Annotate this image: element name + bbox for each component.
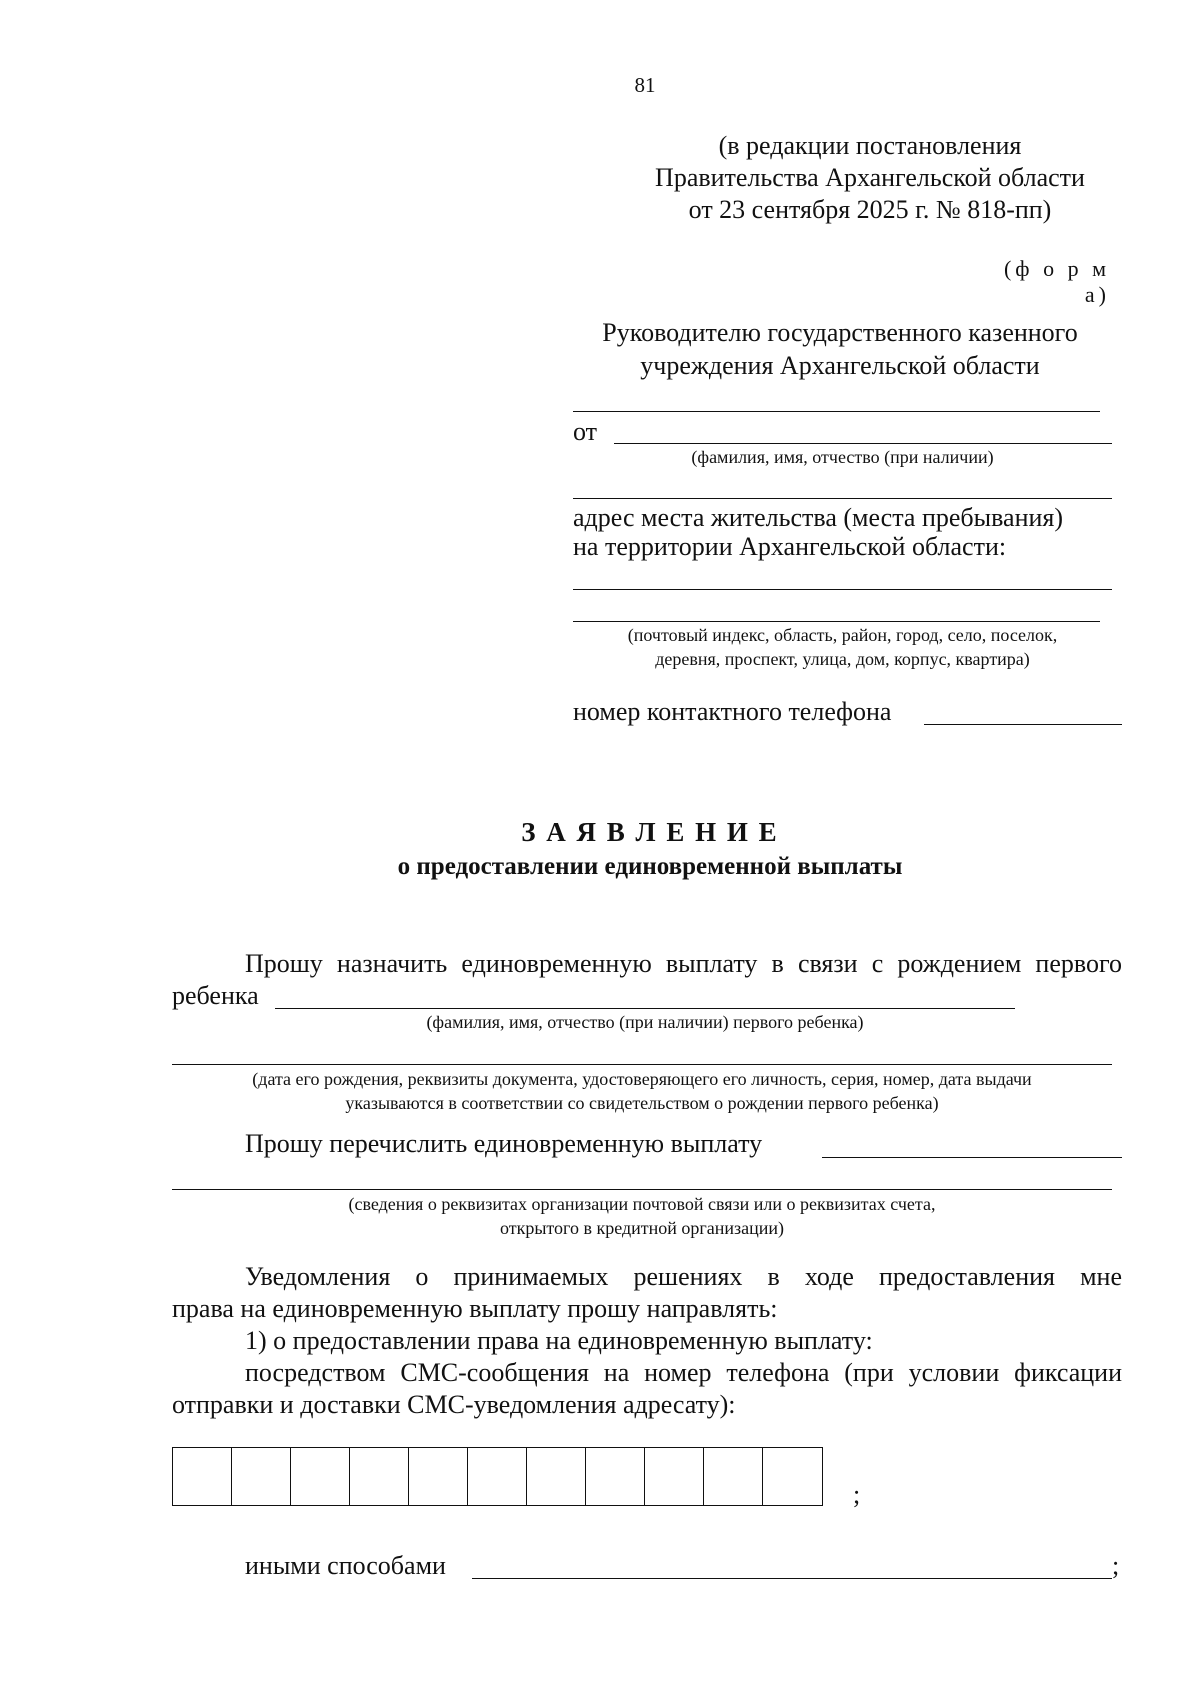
transfer-hint-line: открытого в кредитной организации) xyxy=(499,1218,785,1238)
child-details-field[interactable] xyxy=(172,1064,1112,1065)
other-ways-end: ; xyxy=(1112,1551,1120,1580)
form-label: (ф о р м а) xyxy=(1003,256,1110,307)
phone-digit-cell[interactable] xyxy=(232,1448,291,1505)
document-subtitle: о предоставлении единовременной выплаты xyxy=(397,853,903,880)
child-name-hint: (фамилия, имя, отчество (при наличии) первого ребенка) xyxy=(426,1012,864,1032)
addressee-blank-line[interactable] xyxy=(573,411,1100,412)
request-line-1: Прошу назначить единовременную выплату в связи с рождением первого xyxy=(245,949,1122,978)
request-line-2-prefix: ребенка xyxy=(172,981,259,1010)
addressee-block xyxy=(560,316,1120,382)
revision-note xyxy=(630,130,1110,226)
transfer-field-1[interactable] xyxy=(822,1157,1122,1158)
address-label-line: на территории Архангельской области: xyxy=(573,532,1007,561)
revision-note-line: (в редакции постановления xyxy=(718,131,1022,160)
applicant-name-extra-field[interactable] xyxy=(573,498,1112,499)
phone-digit-cell[interactable] xyxy=(173,1448,232,1505)
phone-grid-semicolon: ; xyxy=(853,1480,861,1509)
contact-phone-field[interactable] xyxy=(924,724,1122,725)
addressee-line: учреждения Архангельской области xyxy=(640,351,1040,380)
phone-digit-cell[interactable] xyxy=(527,1448,586,1505)
sms-line-1: посредством СМС-сообщения на номер телефона (при условии фиксации xyxy=(245,1358,1122,1387)
phone-digit-cell[interactable] xyxy=(409,1448,468,1505)
revision-note-line: Правительства Архангельской области xyxy=(655,163,1085,192)
document-title: З А Я В Л Е Н И Е xyxy=(521,817,779,847)
notify-line-2: права на единовременную выплату прошу направлять: xyxy=(172,1294,778,1323)
other-ways-field[interactable] xyxy=(472,1578,1112,1579)
address-field-1[interactable] xyxy=(573,589,1112,590)
page-number: 81 xyxy=(634,73,656,97)
phone-digit-cell[interactable] xyxy=(704,1448,763,1505)
phone-digit-cell[interactable] xyxy=(350,1448,409,1505)
sms-line-2: отправки и доставки СМС-уведомления адресату): xyxy=(172,1390,736,1419)
address-hint-line: (почтовый индекс, область, район, город, село, поселок, xyxy=(627,625,1058,645)
transfer-hint-line: (сведения о реквизитах организации почтовой связи или о реквизитах счета, xyxy=(348,1194,936,1214)
applicant-name-field[interactable] xyxy=(614,443,1112,444)
sms-phone-grid xyxy=(172,1447,823,1506)
other-ways-label: иными способами xyxy=(245,1551,446,1580)
transfer-line: Прошу перечислить единовременную выплату xyxy=(245,1129,763,1158)
revision-note-line: от 23 сентября 2025 г. № 818-пп) xyxy=(688,195,1052,224)
phone-digit-cell[interactable] xyxy=(468,1448,527,1505)
address-hint-line: деревня, проспект, улица, дом, корпус, квартира) xyxy=(655,649,1030,669)
phone-digit-cell[interactable] xyxy=(586,1448,645,1505)
child-name-field[interactable] xyxy=(275,1008,1015,1009)
phone-digit-cell[interactable] xyxy=(763,1448,822,1505)
notify-line-1: Уведомления о принимаемых решениях в ходе предоставления мне xyxy=(245,1262,1122,1291)
child-details-hint-line: указываются в соответствии со свидетельством о рождении первого ребенка) xyxy=(345,1093,939,1113)
addressee-line: Руководителю государственного казенного xyxy=(602,318,1078,347)
transfer-field-2[interactable] xyxy=(172,1189,1112,1190)
address-field-2[interactable] xyxy=(573,621,1100,622)
applicant-name-hint: (фамилия, имя, отчество (при наличии) xyxy=(691,447,994,467)
phone-digit-cell[interactable] xyxy=(645,1448,704,1505)
address-label-line: адрес места жительства (места пребывания) xyxy=(573,503,1064,532)
phone-digit-cell[interactable] xyxy=(291,1448,350,1505)
child-details-hint-line: (дата его рождения, реквизиты документа, удостоверяющего его личность, серия, номер, дата выдачи xyxy=(252,1069,1032,1089)
from-label: от xyxy=(573,417,598,446)
notify-item-1: 1) о предоставлении права на единовременную выплату: xyxy=(245,1326,873,1355)
contact-phone-label: номер контактного телефона xyxy=(573,697,892,726)
